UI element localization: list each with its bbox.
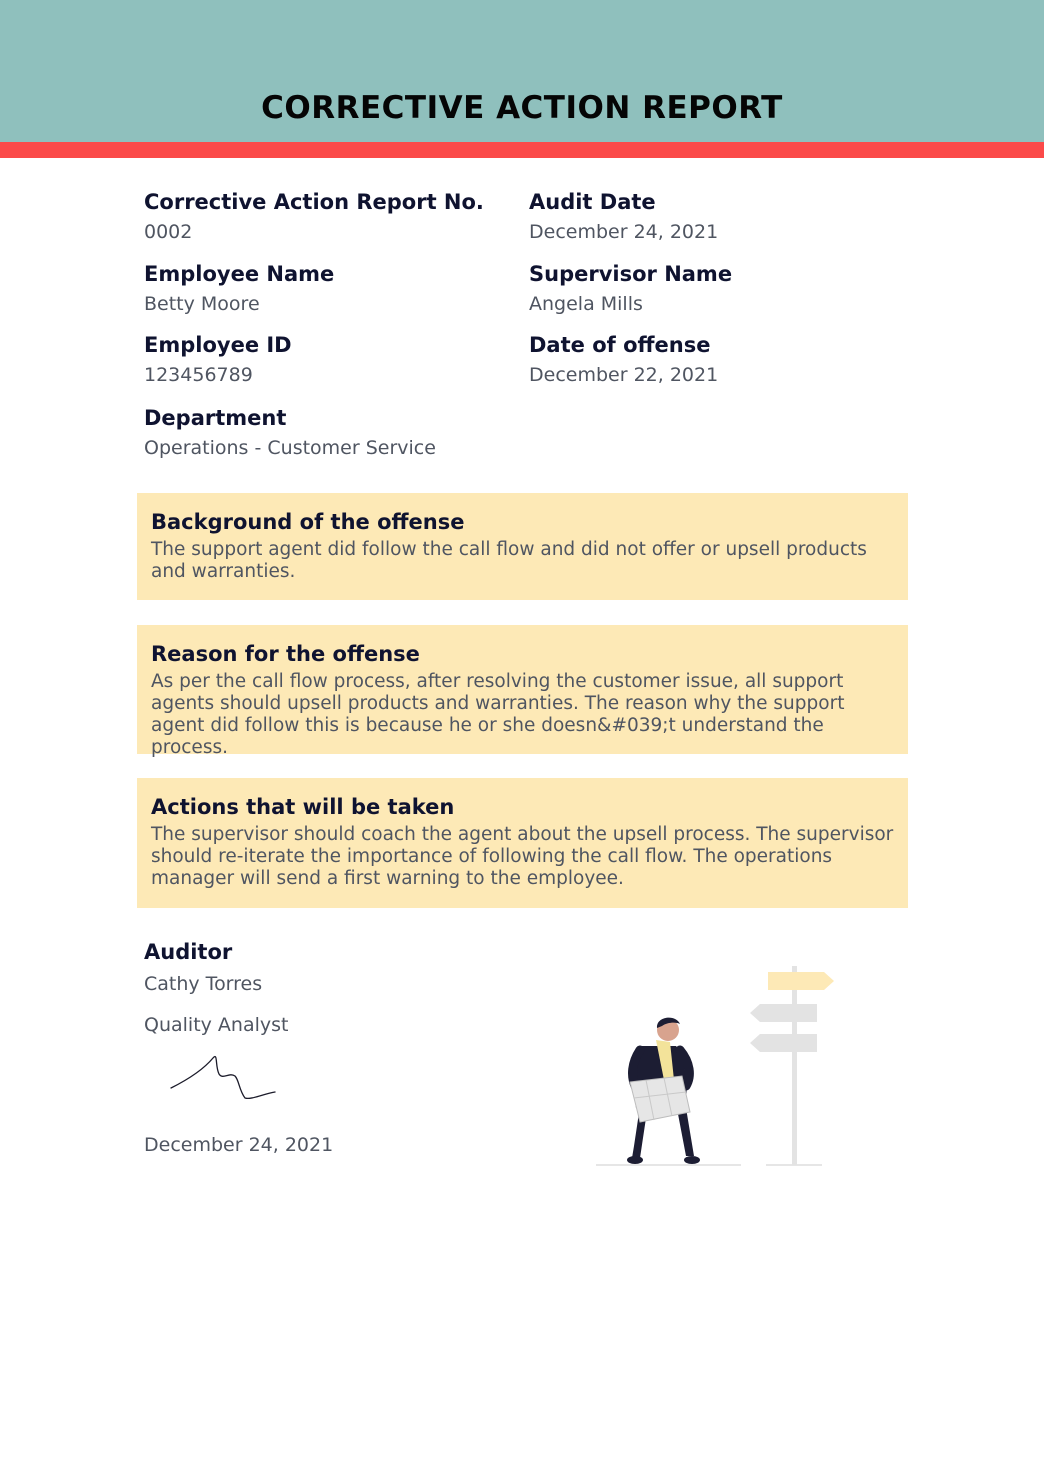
field-label: Date of offense — [529, 333, 711, 357]
field-report-no — [144, 188, 484, 245]
section-label: Background of the offense — [151, 510, 465, 534]
section-background — [137, 493, 908, 600]
field-label: Corrective Action Report No. — [144, 190, 484, 214]
auditor-role: Quality Analyst — [144, 1014, 289, 1036]
field-value: Operations - Customer Service — [144, 437, 436, 459]
field-value: Angela Mills — [529, 293, 643, 315]
field-value: December 22, 2021 — [529, 364, 719, 386]
field-employee-id — [144, 331, 292, 388]
field-value: Betty Moore — [144, 293, 260, 315]
report-title: CORRECTIVE ACTION REPORT — [261, 90, 783, 126]
field-value: 123456789 — [144, 364, 253, 386]
section-text: The supervisor should coach the agent about the upsell process. The supervisor should re-iterate the importance of following the call flow. The operations manager will send a first warning to the employee. — [151, 824, 894, 889]
section-text: The support agent did follow the call flow and did not offer or upsell products and warranties. — [151, 539, 867, 582]
field-label: Department — [144, 406, 287, 430]
field-label: Audit Date — [529, 190, 656, 214]
field-label: Employee ID — [144, 333, 292, 357]
field-supervisor-name — [529, 260, 732, 317]
section-text: As per the call flow process, after resolving the customer issue, all support agents should upsell products and warranties. The reason why the support agent did follow this is because he or she doesn&#039;t understand the process. — [151, 671, 845, 758]
field-label: Employee Name — [144, 262, 335, 286]
field-date-of-offense — [529, 331, 718, 388]
auditor-date: December 24, 2021 — [144, 1134, 334, 1156]
auditor-name: Cathy Torres — [144, 973, 263, 995]
header-accent-bar — [0, 142, 1044, 158]
signature-graphic — [165, 1048, 285, 1108]
person-with-map-at-signpost-illustration — [590, 958, 840, 1170]
field-label: Supervisor Name — [529, 262, 733, 286]
section-label: Reason for the offense — [151, 642, 420, 666]
field-department — [144, 404, 436, 461]
field-value: December 24, 2021 — [529, 221, 719, 243]
section-actions — [137, 778, 908, 908]
field-value: 0002 — [144, 221, 193, 243]
field-employee-name — [144, 260, 334, 317]
section-label: Actions that will be taken — [151, 795, 455, 819]
section-reason — [137, 625, 908, 758]
field-audit-date — [529, 188, 718, 245]
auditor-label: Auditor — [144, 940, 233, 964]
